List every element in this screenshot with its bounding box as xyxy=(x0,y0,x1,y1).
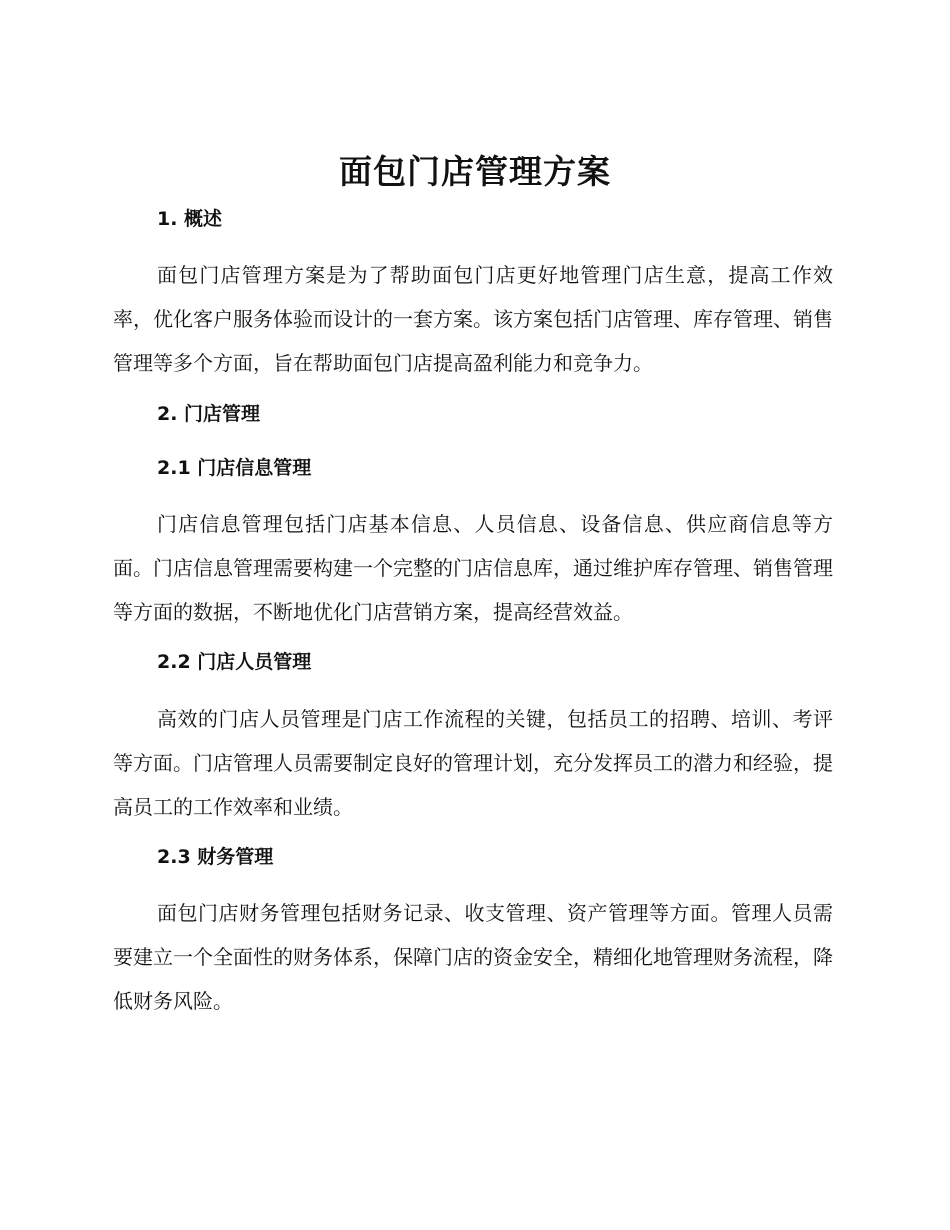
section-body-store-info: 门店信息管理包括门店基本信息、人员信息、设备信息、供应商信息等方面。门店信息管理需要构建一个完整的门店信息库，通过维护库存管理、销售管理等方面的数据，不断地优化门店营销方案，提高经营效益。 xyxy=(113,512,833,624)
document-title: 面包门店管理方案 xyxy=(339,152,611,191)
section-heading-overview: 1. 概述 xyxy=(157,208,223,230)
section-body-finance: 面包门店财务管理包括财务记录、收支管理、资产管理等方面。管理人员需要建立一个全面性的财务体系，保障门店的资金安全，精细化地管理财务流程，降低财务风险。 xyxy=(113,901,833,1013)
section-heading-store-management: 2. 门店管理 xyxy=(157,403,261,425)
section-heading-staff: 2.2 门店人员管理 xyxy=(157,651,312,673)
section-body-overview: 面包门店管理方案是为了帮助面包门店更好地管理门店生意，提高工作效率，优化客户服务体验而设计的一套方案。该方案包括门店管理、库存管理、销售管理等多个方面，旨在帮助面包门店提高盈利能力和竞争力。 xyxy=(113,263,833,375)
section-heading-store-info: 2.1 门店信息管理 xyxy=(157,457,312,479)
section-body-staff: 高效的门店人员管理是门店工作流程的关键，包括员工的招聘、培训、考评等方面。门店管理人员需要制定良好的管理计划，充分发挥员工的潜力和经验，提高员工的工作效率和业绩。 xyxy=(113,707,833,819)
section-heading-finance: 2.3 财务管理 xyxy=(157,846,274,868)
